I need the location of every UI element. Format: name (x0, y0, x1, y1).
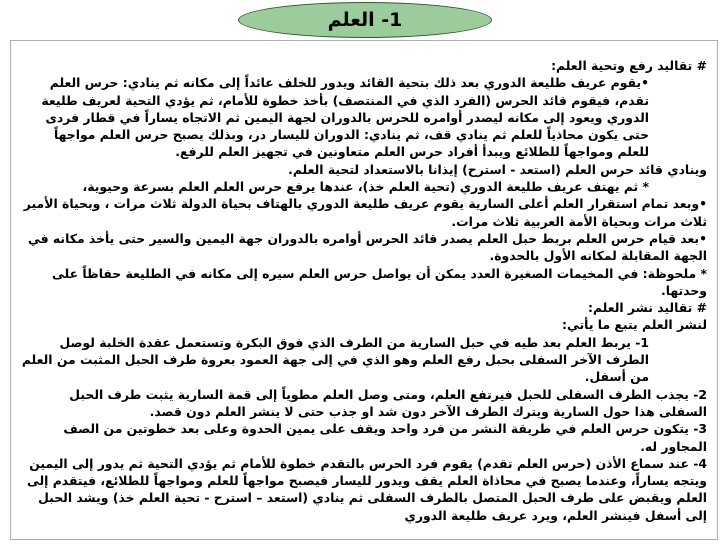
paragraph-step-1: 1- يربط العلم بعد طيه في حبل السارية من الطرف الذي فوق البكرة وتستعمل عقدة الخلبة لوصل الطرف الآخر السفلى بحبل رفع العلم وهو الذي في إلى جهة العمود بعروة طرف الحبل المثبت من العلم من أسفل. (21, 334, 649, 385)
paragraph-salute: * ثم يهتف عريف طليعة الدوري (تحية العلم خذ)، عندها يرفع حرس العلم العلم بسرعة وحيوية، (82, 179, 649, 195)
paragraph-cheers: •وبعد تمام استقرار العلم أعلى السارية يقوم عريف طليعة الدوري بالهتاف بحياة الدولة ثلاث مرات ، وبحياة الأمير ثلاث مرات وبحياة الأمة العربية ثلاث مرات. (23, 196, 707, 229)
paragraph-heading-raising: # تقاليد رفع وتحية العلم: (551, 58, 707, 73)
paragraph-step-4: 4- عند سماع الأذن (حرس العلم تقدم) يقوم فرد الحرس بالتقدم خطوة للأمام ثم يؤدي التحية ثم يدور إلى اليمين ويتجه يساراً، وعندما يصبح في محاذاة العلم يقف ويدور لليسار فيصبح مواجهاً للعلم ومواجهاً للطلائع، فيتقدم إلى العلم ويقبض على طرف الحبل المتصل بالطرف السفلى ثم ينادي (استعد – استرح - تحية العلم خذ) ويشد الحبل إلى أسفل فينشر العلم، ويرد عريف طليعة الدوري (26, 455, 707, 523)
paragraph-step-3: 3- يتكون حرس العلم في طريقة النشر من فرد واحد ويقف على يمين الحدوة وعلى بعد خطوتين من الصف المجاور له. (63, 421, 707, 454)
paragraph-guard-advance: •يقوم عريف طليعة الدوري بعد ذلك بتحية القائد ويدور للخلف عائداً إلى مكانه ثم ينادي: حرس العلم تقدم، فيقوم قائد الحرس (الفرد الذي في المنتصف) بأخذ خطوة للأمام، ثم يؤدي التحية لعريف طليعة الدوري ويعود إلى مكانه ليصدر أوامره للحرس بالدوران لجهة اليمين ثم الاتجاه يساراً في قطار فردى حتى يكون محاذياً للعلم ثم ينادي قف، ثم ينادي: الدوران لليسار در، وبذلك يصبح حرس العلم مواجهاً للعلم ومواجهاً للطلائع ويبدأ أفراد حرس العلم متعاونين في تجهيز العلم للرفع. (41, 75, 649, 160)
page-title: 1- العلم (238, 2, 492, 38)
paragraph-guard-return: •بعد قيام حرس العلم بربط حبل العلم يصدر قائد الحرس أوامره بالدوران جهة اليمين والسير حتى يأخذ مكانه في الجهة المقابلة لمكانه الأول بالحدوة. (27, 230, 707, 264)
paragraph-unfurling-intro: لنشر العلم يتبع ما يأتي: (562, 317, 707, 333)
paragraph-step-2: 2- يجذب الطرف السفلى للحبل فيرتفع العلم، ومتى وصل العلم مطوياً إلى قمة السارية يثبت طرف الحبل السفلى هذا حول السارية ويترك الطرف الآخر دون شد او جذب حتى لا ينشر العلم دون قصد. (69, 386, 707, 419)
content-box (10, 40, 718, 540)
paragraph-note: * ملحوظة: في المخيمات الصغيرة العدد يمكن أن يواصل حرس العلم سيره إلى مكانه في الطليعة حفاظاً على وحدتها. (52, 265, 707, 298)
paragraph-attention: وينادي قائد حرس العلم (استعد - استرح) إيذانا بالاستعداد لتحية العلم. (288, 161, 707, 177)
paragraph-heading-unfurling: # تقاليد نشر العلم: (587, 300, 707, 316)
